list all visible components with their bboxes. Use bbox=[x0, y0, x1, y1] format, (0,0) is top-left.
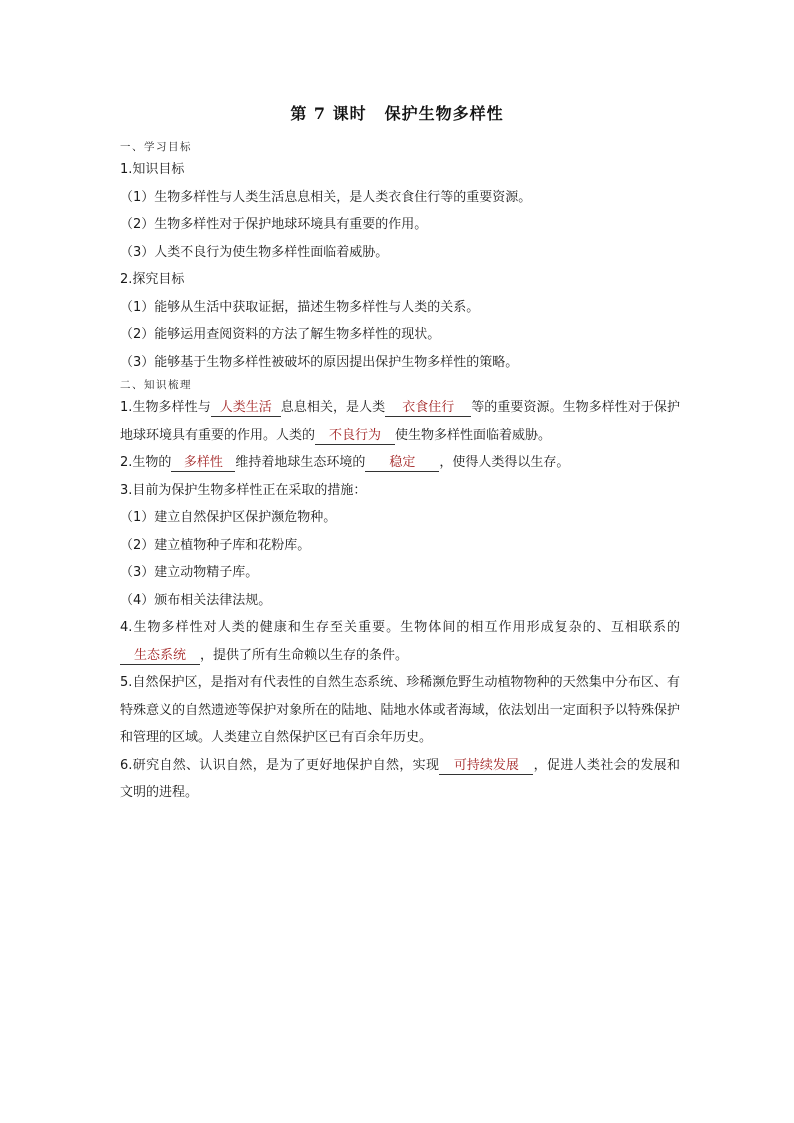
knowledge-objectives-title: 1.知识目标 bbox=[120, 162, 185, 177]
section-heading-knowledge: 二、知识梳理 bbox=[120, 379, 192, 391]
knowledge-item: （2）生物多样性对于保护地球环境具有重要的作用。 bbox=[120, 217, 428, 232]
knowledge-item: （3）人类不良行为使生物多样性面临着威胁。 bbox=[120, 244, 389, 260]
lesson-number: 第 7 课时 bbox=[290, 104, 367, 123]
text-run: ，促进人类社会的发展和文明的进程。 bbox=[120, 757, 680, 800]
answer-blank: 人类生活 bbox=[211, 400, 281, 417]
lesson-title: 保护生物多样性 bbox=[384, 104, 504, 123]
measure-item: （2）建立植物种子库和花粉库。 bbox=[120, 537, 311, 553]
text-run: 使生物多样性面临着威胁。 bbox=[395, 427, 552, 443]
text-run: 维持着地球生态环境的 bbox=[235, 455, 366, 470]
knowledge-point-3-title: 3.目前为保护生物多样性正在采取的措施： bbox=[120, 482, 367, 498]
inquiry-item: （3）能够基于生物多样性被破坏的原因提出保护生物多样性的策略。 bbox=[120, 354, 519, 370]
inquiry-item: （2）能够运用查阅资料的方法了解生物多样性的现状。 bbox=[120, 327, 441, 342]
inquiry-item: （1）能够从生活中获取证据，描述生物多样性与人类的关系。 bbox=[120, 299, 480, 315]
page-title bbox=[0, 101, 794, 124]
text-run: ，使得人类得以生存。 bbox=[439, 455, 570, 470]
text-run: 等的重要资源。生物多样性对于保护地球环境具有重要的作用。人类的 bbox=[120, 400, 680, 443]
document-body bbox=[120, 138, 680, 807]
measure-item: （3）建立动物精子库。 bbox=[120, 565, 259, 580]
text-run: 6.研究自然、认识自然，是为了更好地保护自然，实现 bbox=[120, 757, 440, 773]
answer-blank: 可持续发展 bbox=[439, 758, 533, 775]
answer-blank: 稳定 bbox=[365, 455, 439, 472]
text-run: 息息相关，是人类 bbox=[280, 400, 386, 415]
answer-blank: 多样性 bbox=[171, 455, 235, 472]
knowledge-point-2 bbox=[120, 449, 680, 477]
text-run: 2.生物的 bbox=[120, 455, 172, 470]
knowledge-item: （1）生物多样性与人类生活息息相关，是人类衣食住行等的重要资源。 bbox=[120, 189, 532, 205]
text-run: 1.生物多样性与 bbox=[120, 400, 211, 415]
knowledge-point-4 bbox=[120, 614, 680, 669]
knowledge-point-6 bbox=[120, 752, 680, 807]
inquiry-objectives-title: 2.探究目标 bbox=[120, 272, 185, 287]
text-run: 4.生物多样性对人类的健康和生存至关重要。生物体间的相互作用形成复杂的、互相联系的 bbox=[120, 620, 680, 635]
measure-item: （1）建立自然保护区保护濒危物种。 bbox=[120, 510, 337, 525]
knowledge-point-1 bbox=[120, 394, 680, 449]
answer-blank: 衣食住行 bbox=[385, 400, 471, 417]
section-heading-objectives: 一、学习目标 bbox=[120, 141, 192, 153]
knowledge-point-5: 5.自然保护区，是指对有代表性的自然生态系统、珍稀濒危野生动植物物种的天然集中分布区、有特殊意义的自然遗迹等保护对象所在的陆地、陆地水体或者海域，依法划出一定面积予以特殊保护和管理的区域。人类建立自然保护区已有百余年历史。 bbox=[120, 675, 680, 745]
answer-blank: 生态系统 bbox=[120, 648, 200, 665]
measure-item: （4）颁布相关法律法规。 bbox=[120, 592, 272, 608]
answer-blank: 不良行为 bbox=[315, 428, 395, 445]
text-run: ，提供了所有生命赖以生存的条件。 bbox=[200, 647, 409, 663]
